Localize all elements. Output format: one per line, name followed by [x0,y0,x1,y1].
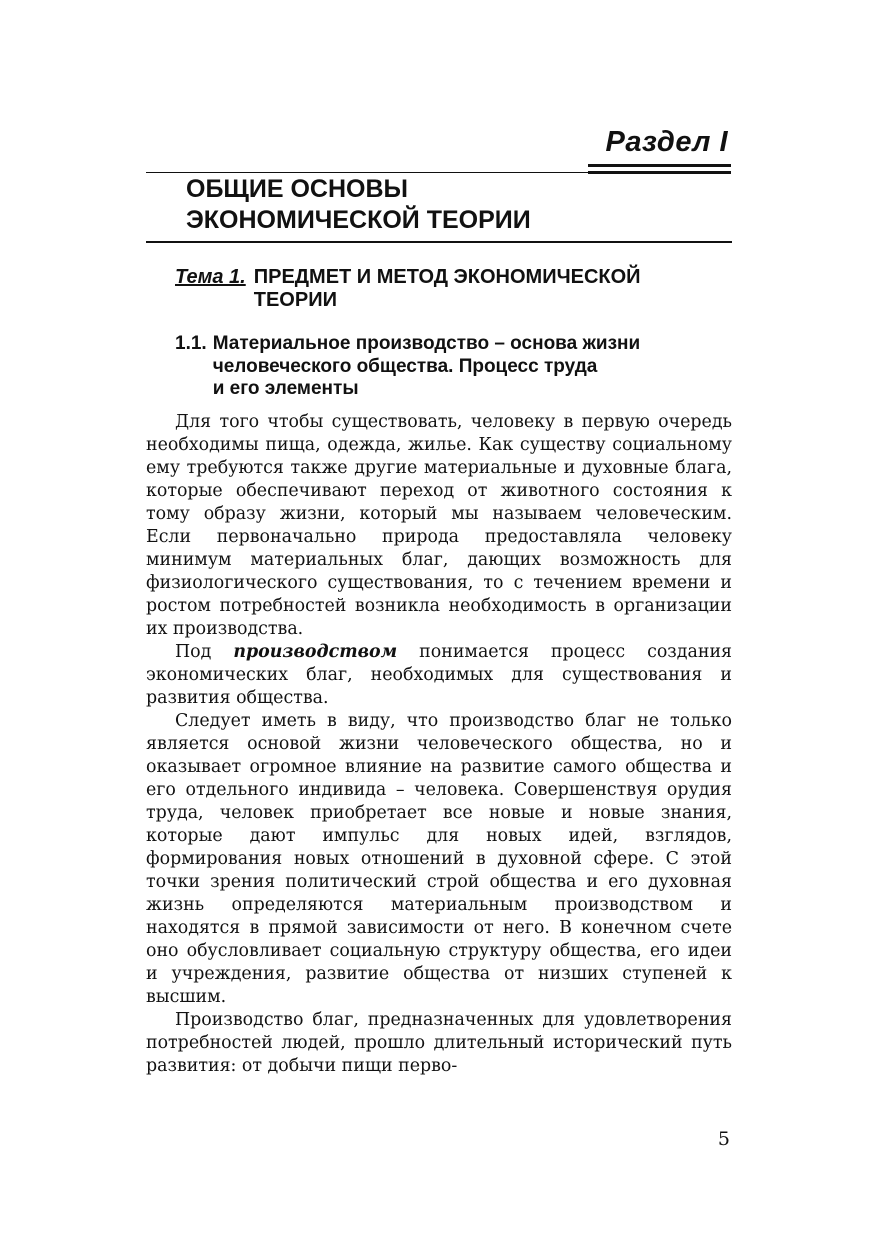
paragraph-4: Производство благ, предназначенных для удовлетворения потребностей людей, прошло длительный исторический путь развития: от добычи пищи перво- [146,1010,732,1076]
term-production: производством [233,642,398,662]
topic-title [254,266,641,312]
chapter-title-line2: ЭКОНОМИЧЕСКОЙ ТЕОРИИ [186,206,531,234]
subsection-heading [175,333,735,401]
subsection-title-line2: человеческого общества. Процесс труда [212,355,598,377]
section-rule-thick [588,164,731,167]
topic-prefix: Тема 1. [175,266,246,288]
topic-title-line2: ТЕОРИИ [253,289,337,311]
paragraph-3: Следует иметь в виду, что производство благ не только является основой жизни человеческого общества, но и оказывает огромное влияние на развитие самого общества и его отдельного индивида – человека. Совершенствуя орудия труда, человек приобретает все новые и новые знания, которые дают импульс для новых идей, взглядов, формирования новых отношений в духовной сфере. С этой точки зрения политический строй общества и его духовная жизнь определяются материальным производством и находятся в прямой зависимости от него. В конечном счете оно обусловливает социальную структуру общества, его идеи и учреждения, развитие общества от низших ступеней к высшим. [146,711,732,1007]
chapter-rule-bottom [146,241,732,243]
topic-title-line1: ПРЕДМЕТ И МЕТОД ЭКОНОМИЧЕСКОЙ [253,266,641,288]
section-rule-thick-lower [588,171,731,174]
chapter-title [186,174,531,236]
paragraph-2-after: понимается процесс создания экономических благ, необходимых для существования и развития общества. [146,642,733,708]
topic-heading [175,266,735,312]
page-number: 5 [717,1128,730,1150]
subsection-title [213,333,641,401]
subsection-number: 1.1. [175,333,207,354]
body-text [146,411,732,1078]
paragraph-1: Для того чтобы существовать, человеку в первую очередь необходимы пища, одежда, жилье. Как существу социальному ему требуются также другие материальные и духовные блага, которые обеспечивают переход от животного состояния к тому образу жизни, который мы называем человеческим. Если первоначально природа предоставляла человеку минимум материальных благ, дающих возможность для физиологического существования, то с течением времени и ростом потребностей возникла необходимость в организации их производства. [146,412,732,639]
chapter-title-line1: ОБЩИЕ ОСНОВЫ [186,175,409,203]
paragraph-2-before: Под [175,642,234,662]
chapter-rule-top [146,172,588,173]
section-label: Раздел I [605,126,728,158]
paragraph-2 [146,641,732,710]
subsection-title-line3: и его элементы [212,378,359,399]
subsection-title-line1: Материальное производство – основа жизни [212,333,641,354]
